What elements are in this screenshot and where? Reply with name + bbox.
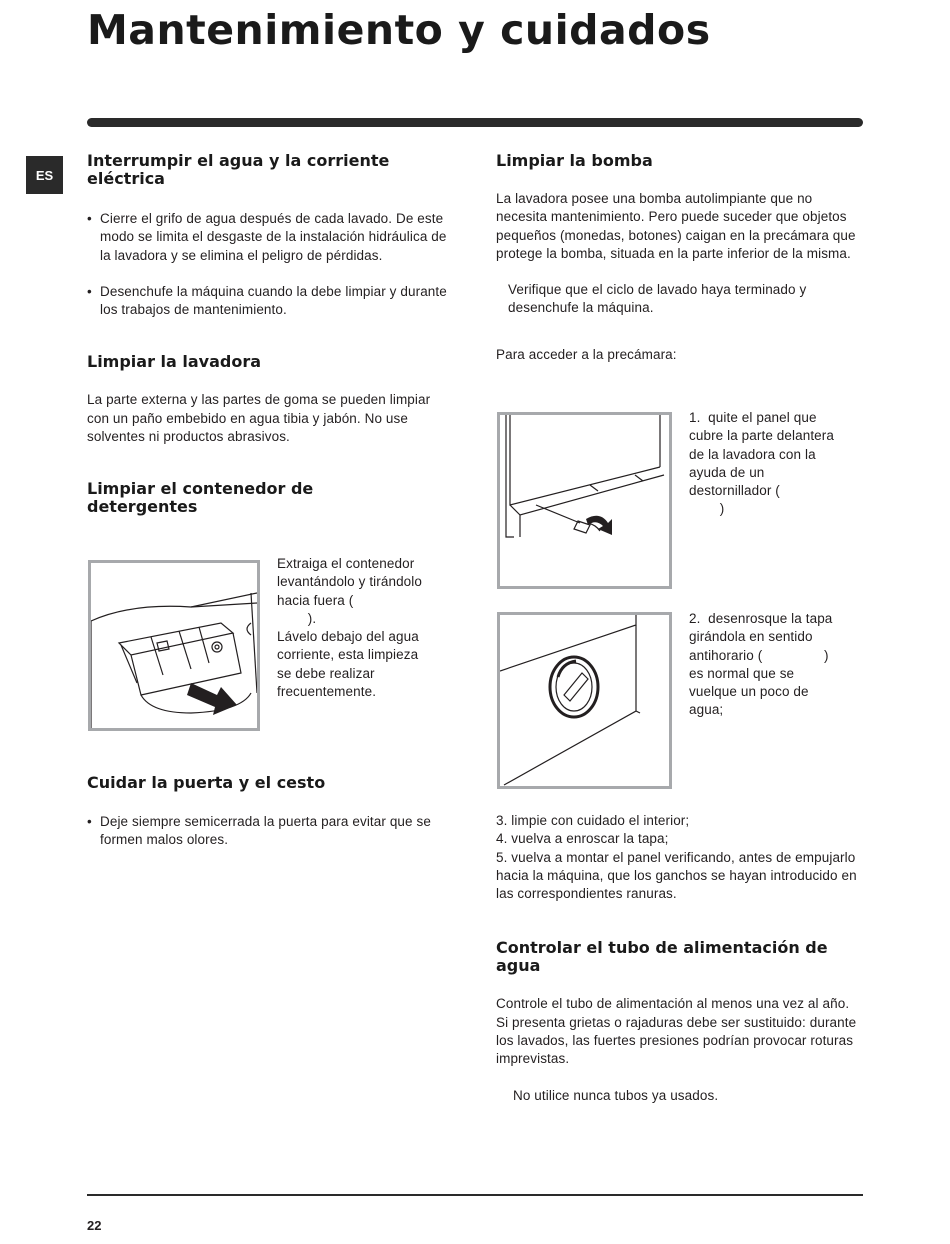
- list-item: • Desenchufe la máquina cuando la debe limpiar y durante los trabajos de mantenimiento.: [87, 283, 447, 320]
- heading-limpiar-lavadora: Limpiar la lavadora: [87, 352, 262, 372]
- list-item: • Cierre el grifo de agua después de cada lavado. De este modo se limita el desgaste de la instalación hidráulica de la lavadora y se elimina el peligro de pérdidas.: [87, 210, 447, 265]
- caption-step1: 1. quite el panel que cubre la parte delantera de la lavadora con la ayuda de un destornillador ( ): [689, 410, 834, 517]
- text-acceder: Para acceder a la precámara:: [496, 346, 677, 362]
- note-tubo: No utilice nunca tubos ya usados.: [513, 1087, 719, 1103]
- text-bomba: La lavadora posee una bomba autolimpiante que no necesita mantenimiento. Pero puede suceder que objetos pequeños (monedas, botones) caigan en la precámara que protege la bomba, situada en la parte inferior de la misma.: [496, 191, 856, 261]
- step-5: 5. vuelva a montar el panel verificando, antes de empujarlo hacia la máquina, que los ganchos se hayan introducido en las correspondientes ranuras.: [496, 849, 857, 902]
- heading-contenedor: Limpiar el contenedor de detergentes: [87, 479, 314, 517]
- note-bomba: Verifique que el ciclo de lavado haya terminado y desenchufe la máquina.: [508, 282, 807, 316]
- step-4: 4. vuelva a enroscar la tapa;: [496, 831, 669, 847]
- heading-tubo: Controlar el tubo de alimentación de agua: [496, 938, 828, 976]
- page-title: Mantenimiento y cuidados: [87, 6, 711, 54]
- list-item: • Deje siempre semicerrada la puerta para evitar que se formen malos olores.: [87, 813, 447, 850]
- step-3: 3. limpie con cuidado el interior;: [496, 813, 690, 828]
- footer-rule: [87, 1194, 863, 1196]
- list-interrumpir: [87, 210, 447, 319]
- title-rule: [87, 118, 863, 127]
- detergent-drawer-figure: [88, 560, 260, 731]
- panel-removal-illustration: [500, 415, 669, 586]
- caption-step2: 2. desenrosque la tapa girándola en sentido antihorario ( ) es normal que se vuelque un poco de agua;: [689, 611, 833, 718]
- pump-cap-figure: [497, 612, 672, 789]
- list-puerta: [87, 813, 447, 850]
- right-column-lower: [496, 812, 864, 1105]
- heading-puerta: Cuidar la puerta y el cesto: [87, 773, 326, 792]
- right-column: [496, 150, 864, 364]
- text-limpiar-lavadora: La parte externa y las partes de goma se pueden limpiar con un paño embebido en agua tibia y jabón. No use solventes ni productos abrasivos.: [87, 392, 431, 445]
- heading-interrumpir: Interrumpir el agua y la corriente eléctrica: [87, 151, 390, 188]
- panel-removal-figure: [497, 412, 672, 589]
- heading-bomba: Limpiar la bomba: [496, 151, 653, 170]
- pull-arrow-icon: [187, 683, 237, 715]
- text-tubo: Controle el tubo de alimentación al menos una vez al año. Si presenta grietas o rajaduras debe ser sustituido: durante los lavados, las fuertes presiones podrían provocar roturas imprevistas.: [496, 996, 857, 1067]
- left-column: [87, 150, 447, 516]
- pump-cap-illustration: [500, 615, 669, 786]
- page-number: 22: [87, 1218, 102, 1233]
- left-column-lower: [87, 774, 447, 850]
- detergent-drawer-illustration: [91, 563, 257, 728]
- language-tab: ES: [26, 156, 63, 194]
- caption-contenedor: Extraiga el contenedor levantándolo y tirándolo hacia fuera ( ). Lávelo debajo del agua corriente, esta limpieza se debe realizar frecuentemente.: [277, 556, 423, 700]
